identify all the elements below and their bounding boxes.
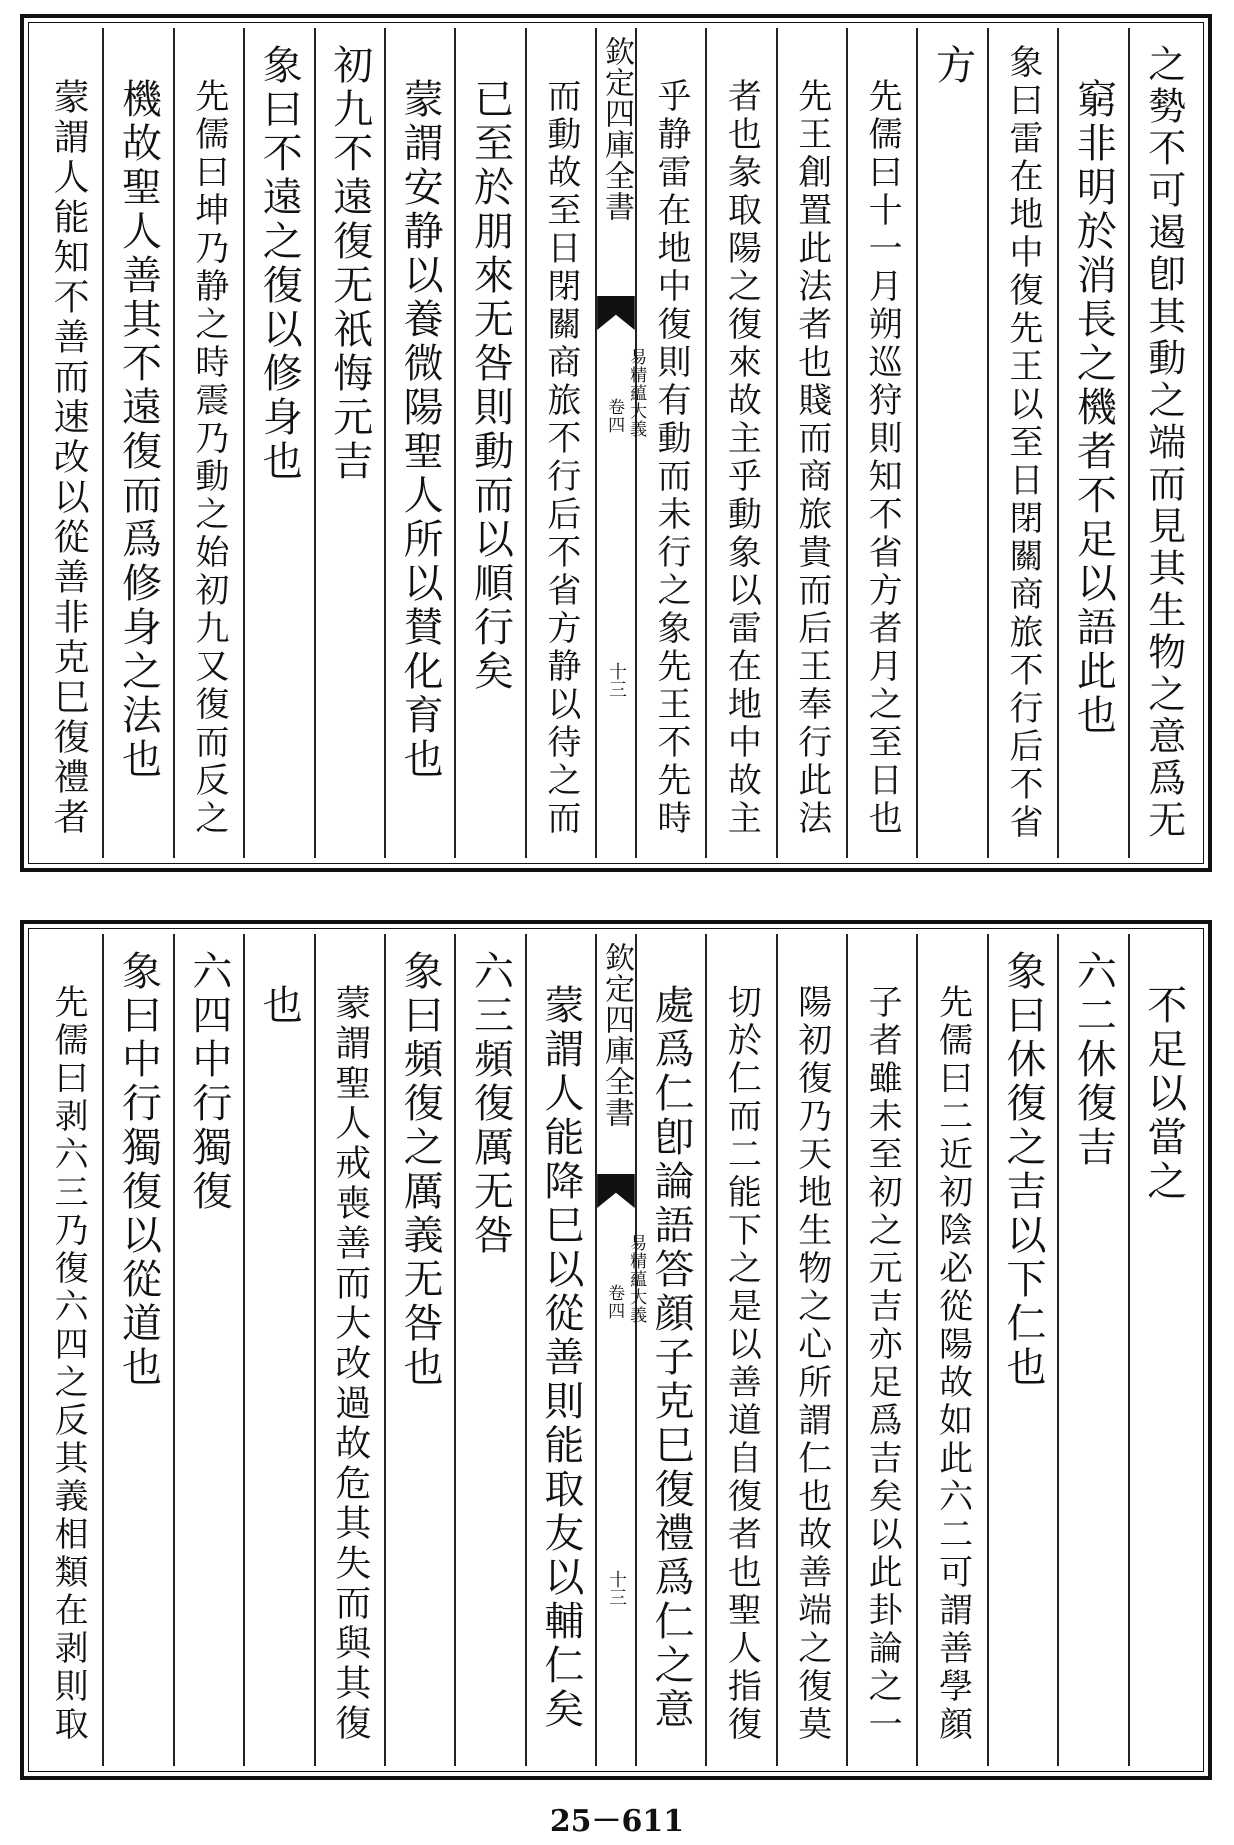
text-column [525,934,595,1766]
text-column [314,934,384,1766]
book-name: 易精藴大義 [626,348,647,438]
text-column [173,934,243,1766]
column-text: 不足以當之 [1140,984,1187,1204]
book-name: 易精藴大義 [626,1234,647,1324]
column-text: 象曰中行獨復以從道也 [115,950,162,1390]
column-text: 子者雖未至初之元吉亦足爲吉矣以此卦論之一 [862,984,903,1744]
column-text: 者也彖取陽之復來故主乎動象以雷在地中故主 [721,78,762,838]
text-column [916,28,986,858]
text-column [1128,934,1198,1766]
column-text: 象曰不遠之復以修身也 [256,44,303,484]
page-number: 25－611 [549,1804,685,1839]
text-column [1128,28,1198,858]
text-column [384,934,454,1766]
text-column [243,28,313,858]
center-fold [595,28,647,858]
column-text: 蒙謂人能降巳以從善則能取友以輔仁矣 [537,984,584,1732]
fish-tail-mark [597,1174,635,1208]
column-text: 處爲仁卽論語答顔子克巳復禮爲仁之意 [647,984,694,1732]
column-text: 陽初復乃天地生物之心所謂仁也故善端之復莫 [791,984,832,1744]
text-column [987,934,1057,1766]
leaf-number: 十三 [605,1570,627,1606]
column-text: 先王創置此法者也賤而商旅貴而后王奉行此法 [791,78,832,838]
text-column [384,28,454,858]
column-text: 切於仁而二能下之是以善道自復者也聖人指復 [721,984,762,1744]
text-column [102,934,172,1766]
text-column [916,934,986,1766]
column-text: 先儒曰坤乃静之時震乃動之始初九又復而反之 [188,78,229,838]
fish-tail-mark [597,296,635,330]
text-column [173,28,243,858]
volume-label: 卷四 [604,398,625,434]
lower-page [20,920,1212,1780]
column-text: 方 [929,44,976,88]
leaf-number: 十三 [605,662,627,698]
column-text: 六四中行獨復 [185,950,232,1214]
text-column [454,28,524,858]
text-column [34,28,102,858]
column-text: 之勢不可遏卽其動之端而見其生物之意爲无 [1141,44,1186,842]
column-text: 蒙謂人能知不善而速改以從善非克巳復禮者 [48,78,90,838]
text-column [776,934,846,1766]
book-title: 欽定四庫全書 [598,942,634,1128]
text-column [846,934,916,1766]
column-text: 象曰雷在地中復先王以至日閉關商旅不行后不省 [1002,44,1043,842]
center-fold [595,934,647,1766]
text-column [243,934,313,1766]
column-text: 象曰休復之吉以下仁也 [999,950,1046,1390]
lower-page-columns [34,934,1198,1766]
column-text: 象曰頻復之厲義无咎也 [397,950,444,1390]
column-text: 先儒曰十一月朔巡狩則知不省方者月之至日也 [862,78,903,838]
column-text: 六二休復吉 [1070,950,1117,1170]
column-text: 先儒曰二近初陰必從陽故如此六二可謂善學顔 [932,984,973,1744]
column-text: 也 [256,984,303,1028]
text-column [846,28,916,858]
text-column [34,934,102,1766]
text-column [635,934,705,1766]
text-column [635,28,705,858]
text-column [1057,28,1127,858]
column-text: 六三頻復厲无咎 [467,950,514,1258]
text-column [987,28,1057,858]
column-text: 窮非明於消長之機者不足以語此也 [1070,78,1117,738]
column-text: 蒙謂聖人戒喪善而大改過故危其失而與其復 [329,984,371,1744]
column-text: 蒙謂安静以養微陽聖人所以賛化育也 [397,78,444,782]
column-text: 而動故至日閉關商旅不行后不省方静以待之而 [540,78,581,838]
column-text: 已至於朋來无咎則動而以順行矣 [467,78,514,694]
column-text: 初九不遠復无祇悔元吉 [326,44,373,484]
column-text: 乎静雷在地中復則有動而未行之象先王不先時 [650,78,691,838]
text-column [1057,934,1127,1766]
upper-page [20,14,1212,872]
text-column [314,28,384,858]
text-column [525,28,595,858]
text-column [102,28,172,858]
book-title: 欽定四庫全書 [598,36,634,222]
column-text: 機故聖人善其不遠復而爲修身之法也 [115,78,162,782]
text-column [705,28,775,858]
column-text: 先儒曰剥六三乃復六四之反其義相類在剥則取 [48,984,89,1744]
text-column [705,934,775,1766]
volume-label: 卷四 [604,1284,625,1320]
text-column [776,28,846,858]
upper-page-columns [34,28,1198,858]
text-column [454,934,524,1766]
